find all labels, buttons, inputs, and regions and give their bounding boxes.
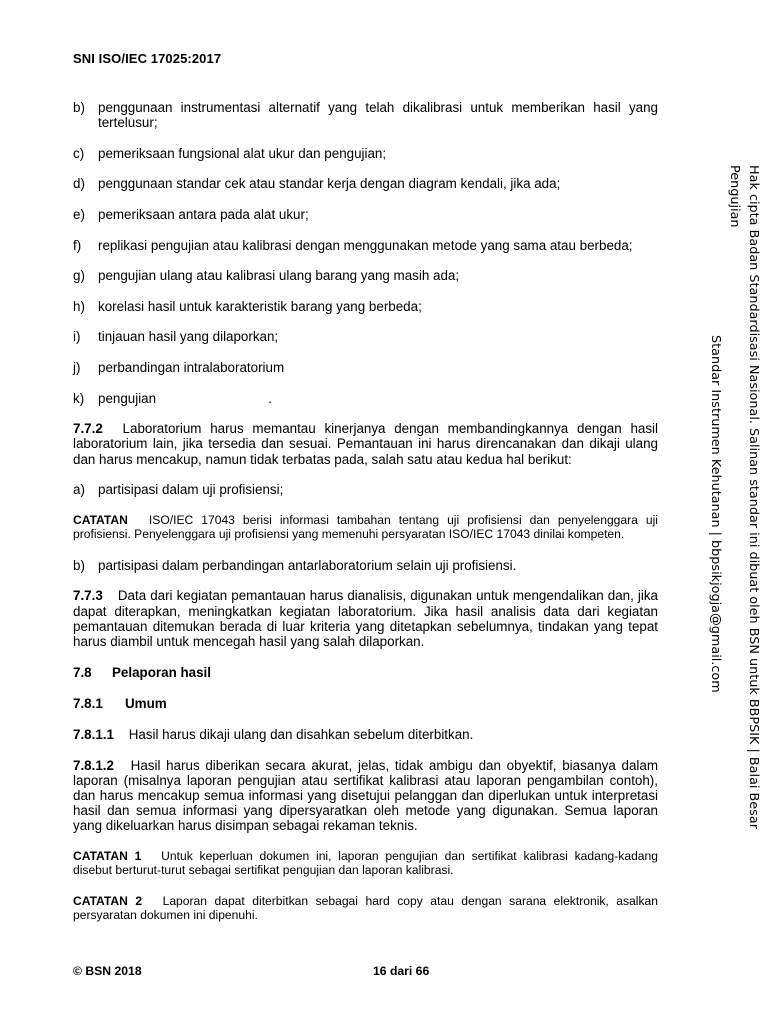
clause-text: Data dari kegiatan pemantauan harus dianalisis, digunakan untuk mengendalikan dan, jika dapat diterapkan, meningkatkan kegiatan laboratorium. Jika hasil analisis data dari kegiatan pemantauan ditemukan berada di luar kriteria yang ditetapkan sebelumnya, tindakan yang tepat harus diambil untuk mencegah hasil yang salah dilaporkan.: [73, 588, 658, 649]
note-label: CATATAN 1: [73, 848, 142, 863]
list-item-c: [73, 146, 658, 161]
note-catatan: [73, 513, 658, 542]
footer-page-number: 16 dari 66: [373, 964, 430, 978]
clause-number: 7.7.3: [73, 588, 103, 604]
document-body: [73, 100, 658, 939]
list-marker: b): [73, 100, 85, 115]
list-item-text: pengujian: [98, 390, 157, 406]
list-item-text: penggunaan instrumentasi alternatif yang telah dikalibrasi untuk memberikan hasil yang tertelusur;: [98, 100, 658, 131]
list-item-f: [73, 238, 658, 253]
list-marker: b): [73, 557, 85, 573]
list-marker: e): [73, 206, 85, 222]
list-marker: k): [73, 390, 85, 406]
note-catatan-2: [73, 894, 658, 923]
list-marker: c): [73, 145, 85, 161]
list-item-text: partisipasi dalam uji profisiensi;: [98, 482, 284, 498]
list-item-k: [73, 391, 658, 406]
heading-7-8: [73, 665, 658, 680]
list-marker: a): [73, 482, 85, 498]
clause-text: Hasil harus diberikan secara akurat, jelas, tidak ambigu dan obyektif, biasanya dalam laporan (misalnya laporan pengujian atau sertifikat kalibrasi atau laporan pengambilan contoh), dan harus mencakup semua informasi yang disetujui pelanggan dan diperlukan untuk interpretasi hasil dan semua informasi yang dipersyaratkan oleh metode yang digunakan. Semua laporan yang dikeluarkan harus disimpan sebagai rekaman teknis.: [73, 757, 658, 834]
list-item-text: partisipasi dalam perbandingan antarlaboratorium selain uji profisiensi.: [98, 557, 517, 573]
list-item-text: penggunaan standar cek atau standar kerja dengan diagram kendali, jika ada;: [98, 176, 561, 192]
document-header-title: SNI ISO/IEC 17025:2017: [73, 51, 222, 66]
clause-number: 7.7.2: [73, 421, 103, 437]
list-marker: f): [73, 237, 82, 253]
clause-7-8-1-1: [73, 727, 658, 742]
note-label: CATATAN 2: [73, 893, 143, 908]
side-copyright-notice: [708, 165, 763, 865]
list-item-suffix: .: [268, 390, 272, 406]
heading-number: 7.8.1: [73, 695, 103, 711]
list-item-text: pemeriksaan antara pada alat ukur;: [98, 206, 309, 222]
note-text: ISO/IEC 17043 berisi informasi tambahan tentang uji profisiensi dan penyelenggara uji profisiensi. Penyelenggara uji profisiensi yang memenuhi persyaratan ISO/IEC 17043 dinilai kompeten.: [73, 512, 658, 542]
list-item-d: [73, 176, 658, 191]
list-item-text: replikasi pengujian atau kalibrasi dengan menggunakan metode yang sama atau berbeda;: [98, 237, 633, 253]
note-text: Laporan dapat diterbitkan sebagai hard copy atau dengan sarana elektronik, asalkan persyaratan dokumen ini dipenuhi.: [73, 893, 658, 923]
side-notice-line-2: Standar Instrumen Kehutanan | bbpsikjogja@gmail.com: [708, 335, 723, 693]
list-item-text: perbandingan intralaboratorium: [98, 359, 285, 375]
list-item-h: [73, 299, 658, 314]
clause-text: Laboratorium harus memantau kinerjanya dengan membandingkannya dengan hasil laboratorium lain, jika tersedia dan sesuai. Pemantauan ini harus direncanakan dan dikaji ulang dan harus mencakup, namun tidak terbatas pada, salah satu atau kedua hal berikut:: [73, 421, 658, 467]
note-catatan-1: [73, 849, 658, 878]
list-item-text: pemeriksaan fungsional alat ukur dan pengujian;: [98, 145, 387, 161]
heading-7-8-1: [73, 696, 658, 711]
heading-number: 7.8: [73, 664, 92, 680]
note-text: Untuk keperluan dokumen ini, laporan pengujian dan sertifikat kalibrasi kadang-kadang disebut berturut-turut sebagai sertifikat pengujian dan laporan kalibrasi.: [73, 848, 658, 878]
list-item-b: [73, 100, 658, 130]
list-marker: i): [73, 329, 81, 345]
list-item-text: korelasi hasil untuk karakteristik barang yang berbeda;: [98, 298, 422, 314]
side-notice-line-1: Hak cipta Badan Standardisasi Nasional. Salinan standar ini dibuat oleh BSN untuk BBPSIK | Balai Besar Pengujian: [727, 165, 761, 829]
heading-title: Umum: [125, 695, 167, 711]
clause-text: Hasil harus dikaji ulang dan disahkan sebelum diterbitkan.: [128, 726, 474, 742]
clause-number: 7.8.1.1: [73, 726, 114, 742]
list-item-a-proficiency: [73, 482, 658, 497]
list-item-j: [73, 360, 658, 375]
list-marker: h): [73, 298, 85, 314]
list-marker: j): [73, 359, 81, 375]
list-item-b-interlab: [73, 558, 658, 573]
list-item-i: [73, 329, 658, 344]
list-item-text: pengujian ulang atau kalibrasi ulang barang yang masih ada;: [98, 268, 460, 284]
clause-number: 7.8.1.2: [73, 757, 114, 773]
note-label: CATATAN: [73, 512, 128, 527]
list-item-text: tinjauan hasil yang dilaporkan;: [98, 329, 279, 345]
list-item-e: [73, 207, 658, 222]
list-item-g: [73, 268, 658, 283]
footer-copyright: © BSN 2018: [73, 964, 142, 978]
list-marker: g): [73, 268, 85, 284]
clause-7-7-3: [73, 588, 658, 649]
list-marker: d): [73, 176, 85, 192]
heading-title: Pelaporan hasil: [112, 664, 211, 680]
clause-7-7-2: [73, 421, 658, 467]
clause-7-8-1-2: [73, 758, 658, 834]
